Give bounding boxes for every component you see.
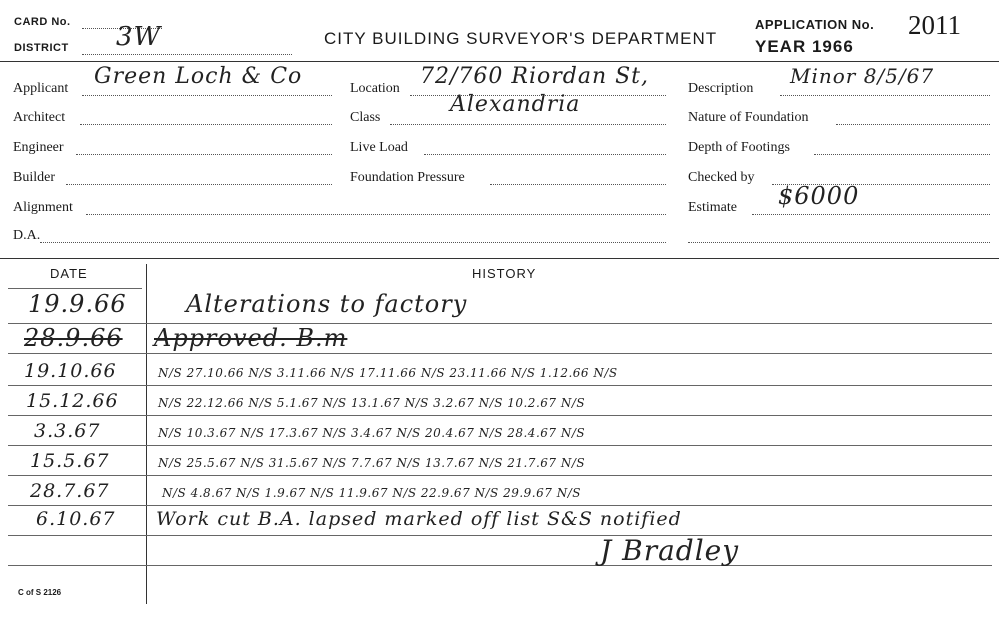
- location-label: Location: [350, 81, 400, 96]
- engineer-line: [76, 154, 332, 155]
- row-rule: [8, 353, 992, 354]
- application-no-label: APPLICATION No.: [755, 17, 875, 32]
- depth-of-footings-line: [814, 154, 990, 155]
- history-entry: N/S 22.12.66 N/S 5.1.67 N/S 13.1.67 N/S 3.2.67 N/S 10.2.67 N/S: [158, 396, 586, 410]
- location-value-2: Alexandria: [450, 92, 581, 117]
- engineer-label: Engineer: [13, 140, 64, 155]
- district-value: 3W: [116, 22, 162, 52]
- checked-by-label: Checked by: [688, 170, 755, 185]
- history-entry: Approved. B.m: [154, 324, 348, 352]
- architect-label: Architect: [13, 110, 66, 125]
- description-line: [780, 95, 990, 96]
- form-code: C of S 2126: [18, 588, 62, 597]
- architect-line: [80, 124, 332, 125]
- row-rule: [8, 415, 992, 416]
- history-date: 15.12.66: [26, 390, 119, 412]
- history-entry: N/S 27.10.66 N/S 3.11.66 N/S 17.11.66 N/S 23.11.66 N/S 1.12.66 N/S: [158, 366, 618, 380]
- history-date: 19.9.66: [28, 290, 127, 318]
- da-line: [40, 242, 666, 243]
- history-entry: Work cut B.A. lapsed marked off list S&S notified: [156, 508, 682, 530]
- applicant-value: Green Loch & Co: [94, 64, 303, 89]
- nature-of-foundation-line: [836, 124, 990, 125]
- estimate-value: $6000: [778, 182, 860, 210]
- class-label: Class: [350, 110, 381, 125]
- row-rule: [8, 475, 992, 476]
- history-top-rule: [0, 258, 999, 259]
- header-rule: [0, 61, 999, 62]
- history-date: 3.3.67: [34, 420, 101, 442]
- row-rule: [8, 565, 992, 566]
- description-label: Description: [688, 81, 754, 96]
- nature-of-foundation-label: Nature of Foundation: [688, 110, 809, 125]
- live-load-label: Live Load: [350, 140, 408, 155]
- history-entry: N/S 10.3.67 N/S 17.3.67 N/S 3.4.67 N/S 20.4.67 N/S 28.4.67 N/S: [158, 426, 586, 440]
- alignment-line: [86, 214, 666, 215]
- history-date: 28.9.66: [24, 324, 123, 352]
- live-load-line: [424, 154, 666, 155]
- foundation-pressure-line: [490, 184, 666, 185]
- department-title: CITY BUILDING SURVEYOR'S DEPARTMENT: [324, 29, 718, 48]
- description-value: Minor 8/5/67: [790, 64, 935, 88]
- depth-of-footings-label: Depth of Footings: [688, 140, 790, 155]
- estimate-line: [752, 214, 990, 215]
- signature: J Bradley: [600, 534, 740, 567]
- right-blank-line: [688, 242, 990, 243]
- card-no-label: CARD No.: [14, 16, 71, 28]
- history-entry: N/S 4.8.67 N/S 1.9.67 N/S 11.9.67 N/S 22.9.67 N/S 29.9.67 N/S: [162, 486, 581, 500]
- application-no-value: 2011: [908, 10, 961, 40]
- da-label: D.A.: [13, 228, 41, 243]
- history-date: 28.7.67: [30, 480, 110, 502]
- class-line: [390, 124, 666, 125]
- location-value: 72/760 Riordan St,: [420, 64, 650, 89]
- foundation-pressure-label: Foundation Pressure: [350, 170, 465, 185]
- row-rule: [8, 445, 992, 446]
- district-line: [82, 54, 292, 55]
- history-entry: N/S 25.5.67 N/S 31.5.67 N/S 7.7.67 N/S 13.7.67 N/S 21.7.67 N/S: [158, 456, 586, 470]
- history-date: 15.5.67: [30, 450, 110, 472]
- history-date: 19.10.66: [24, 360, 117, 382]
- row-rule: [8, 535, 992, 536]
- year-label: YEAR 1966: [755, 37, 854, 56]
- builder-line: [66, 184, 332, 185]
- date-column-header: DATE: [50, 266, 88, 281]
- history-date: 6.10.67: [36, 508, 116, 530]
- builder-label: Builder: [13, 170, 55, 185]
- history-entry: Alterations to factory: [186, 290, 468, 318]
- applicant-label: Applicant: [13, 81, 69, 96]
- history-column-header: HISTORY: [472, 266, 537, 281]
- row-rule: [8, 505, 992, 506]
- estimate-label: Estimate: [688, 200, 737, 215]
- district-label: DISTRICT: [14, 42, 69, 54]
- row-rule: [8, 385, 992, 386]
- date-header-rule: [8, 288, 142, 289]
- date-column-divider: [146, 264, 147, 604]
- alignment-label: Alignment: [13, 200, 73, 215]
- applicant-line: [82, 95, 332, 96]
